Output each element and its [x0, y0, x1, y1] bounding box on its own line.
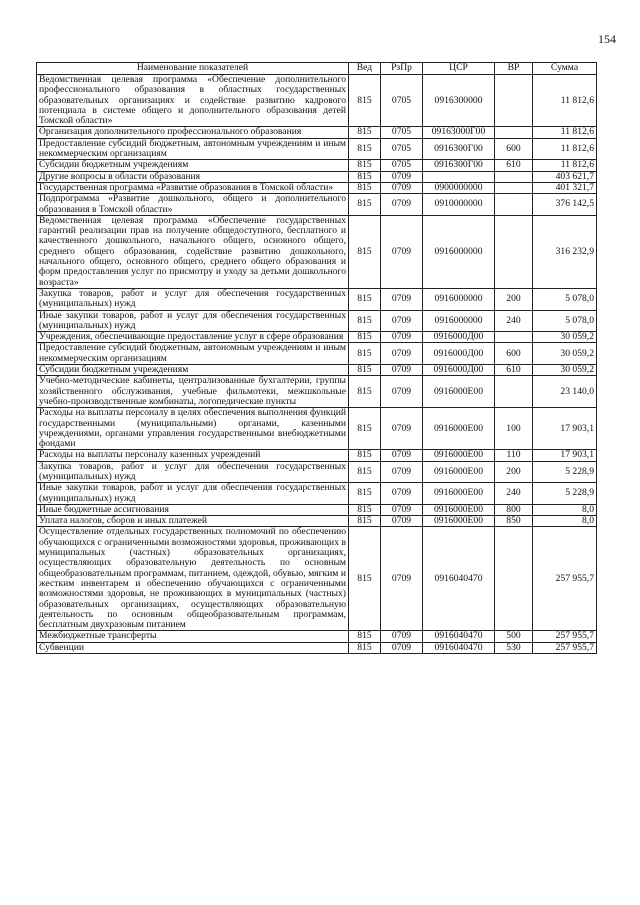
cell-ved: 815 — [349, 75, 381, 127]
cell-ved: 815 — [349, 504, 381, 515]
cell-vr — [495, 527, 533, 631]
cell-ved: 815 — [349, 127, 381, 138]
cell-sum: 5 228,9 — [533, 461, 597, 483]
table-row — [37, 215, 597, 288]
cell-ved: 815 — [349, 332, 381, 343]
cell-csr: 0916000Е00 — [423, 461, 495, 483]
table-row — [37, 138, 597, 160]
cell-csr: 0916000000 — [423, 310, 495, 332]
cell-sum: 11 812,6 — [533, 160, 597, 171]
cell-vr: 100 — [495, 408, 533, 450]
cell-ved: 815 — [349, 450, 381, 461]
table-row — [37, 182, 597, 193]
cell-rzpr: 0709 — [381, 516, 423, 527]
cell-csr: 09163000Г00 — [423, 127, 495, 138]
cell-vr: 600 — [495, 138, 533, 160]
cell-name: Закупка товаров, работ и услуг для обеспечения государственных (муниципальных) нужд — [37, 461, 349, 483]
cell-name: Организация дополнительного профессионального образования — [37, 127, 349, 138]
cell-csr: 0916000Е00 — [423, 504, 495, 515]
cell-ved: 815 — [349, 171, 381, 182]
cell-vr: 850 — [495, 516, 533, 527]
table-row — [37, 450, 597, 461]
cell-csr: 0916000Е00 — [423, 450, 495, 461]
cell-ved: 815 — [349, 160, 381, 171]
cell-csr: 0916000Е00 — [423, 516, 495, 527]
cell-sum: 316 232,9 — [533, 215, 597, 288]
cell-rzpr: 0709 — [381, 527, 423, 631]
cell-name: Субсидии бюджетным учреждениям — [37, 365, 349, 376]
table-row — [37, 75, 597, 127]
cell-vr — [495, 215, 533, 288]
cell-csr: 0916000Д00 — [423, 343, 495, 365]
header-csr: ЦСР — [423, 63, 495, 75]
cell-ved: 815 — [349, 527, 381, 631]
budget-table — [36, 62, 597, 654]
cell-ved: 815 — [349, 408, 381, 450]
cell-name: Межбюджетные трансферты — [37, 631, 349, 642]
header-ved: Вед — [349, 63, 381, 75]
table-row — [37, 631, 597, 642]
cell-sum: 5 228,9 — [533, 483, 597, 505]
cell-name: Иные бюджетные ассигнования — [37, 504, 349, 515]
cell-csr: 0916300000 — [423, 75, 495, 127]
table-row — [37, 461, 597, 483]
cell-csr — [423, 171, 495, 182]
cell-rzpr: 0709 — [381, 194, 423, 216]
cell-csr: 0910000000 — [423, 194, 495, 216]
cell-sum: 5 078,0 — [533, 288, 597, 310]
cell-rzpr: 0709 — [381, 365, 423, 376]
cell-rzpr: 0709 — [381, 288, 423, 310]
cell-csr: 0916040470 — [423, 642, 495, 653]
table-row — [37, 365, 597, 376]
table-row — [37, 288, 597, 310]
cell-ved: 815 — [349, 365, 381, 376]
cell-sum: 30 059,2 — [533, 365, 597, 376]
cell-csr: 0916000000 — [423, 288, 495, 310]
cell-sum: 257 955,7 — [533, 527, 597, 631]
cell-name: Расходы на выплаты персоналу казенных учреждений — [37, 450, 349, 461]
cell-vr: 610 — [495, 365, 533, 376]
cell-name: Предоставление субсидий бюджетным, автономным учреждениям и иным некоммерческим организациям — [37, 343, 349, 365]
cell-rzpr: 0705 — [381, 127, 423, 138]
cell-name: Учебно-методические кабинеты, централизованные бухгалтерии, группы хозяйственного обслуживания, учебные фильмотеки, межшкольные учебно-производственные комбинаты, логопедические пункты — [37, 376, 349, 408]
cell-name: Ведомственная целевая программа «Обеспечение государственных гарантий реализации прав на получение общедоступного, бесплатного и качественного дошкольного, начального общего, основного общего, среднего общего образования, содействие развитию дошкольного, начального общего, основного общего, среднего общего образования и форм предоставления услуг по присмотру и уходу за детьми дошкольного возраста» — [37, 215, 349, 288]
header-sum: Сумма — [533, 63, 597, 75]
cell-rzpr: 0709 — [381, 376, 423, 408]
table-row — [37, 527, 597, 631]
cell-vr: 110 — [495, 450, 533, 461]
cell-rzpr: 0709 — [381, 631, 423, 642]
table-row — [37, 171, 597, 182]
cell-rzpr: 0705 — [381, 75, 423, 127]
cell-ved: 815 — [349, 461, 381, 483]
table-row — [37, 194, 597, 216]
cell-rzpr: 0709 — [381, 171, 423, 182]
cell-rzpr: 0709 — [381, 483, 423, 505]
cell-ved: 815 — [349, 138, 381, 160]
cell-name: Расходы на выплаты персоналу в целях обеспечения выполнения функций государственными (муниципальными) органами, казенными учреждениями, органами управления государственными внебюджетными фондами — [37, 408, 349, 450]
table-row — [37, 376, 597, 408]
cell-sum: 23 140,0 — [533, 376, 597, 408]
cell-vr: 610 — [495, 160, 533, 171]
table-row — [37, 343, 597, 365]
cell-rzpr: 0709 — [381, 461, 423, 483]
cell-ved: 815 — [349, 343, 381, 365]
cell-ved: 815 — [349, 194, 381, 216]
cell-rzpr: 0709 — [381, 408, 423, 450]
cell-ved: 815 — [349, 376, 381, 408]
table-row — [37, 332, 597, 343]
cell-vr: 500 — [495, 631, 533, 642]
cell-vr — [495, 127, 533, 138]
cell-sum: 5 078,0 — [533, 310, 597, 332]
cell-csr: 0900000000 — [423, 182, 495, 193]
table-header-row — [37, 63, 597, 75]
cell-sum: 403 621,7 — [533, 171, 597, 182]
table-row — [37, 516, 597, 527]
cell-csr: 0916000000 — [423, 215, 495, 288]
cell-sum: 11 812,6 — [533, 138, 597, 160]
cell-csr: 0916000Д00 — [423, 365, 495, 376]
table-row — [37, 642, 597, 653]
cell-csr: 0916040470 — [423, 631, 495, 642]
cell-csr: 0916300Г00 — [423, 138, 495, 160]
cell-vr — [495, 332, 533, 343]
cell-sum: 401 321,7 — [533, 182, 597, 193]
table-row — [37, 160, 597, 171]
table-row — [37, 310, 597, 332]
cell-ved: 815 — [349, 182, 381, 193]
cell-rzpr: 0709 — [381, 310, 423, 332]
cell-vr: 800 — [495, 504, 533, 515]
cell-sum: 376 142,5 — [533, 194, 597, 216]
cell-rzpr: 0709 — [381, 343, 423, 365]
cell-name: Субсидии бюджетным учреждениям — [37, 160, 349, 171]
cell-sum: 257 955,7 — [533, 642, 597, 653]
cell-name: Предоставление субсидий бюджетным, автономным учреждениям и иным некоммерческим организациям — [37, 138, 349, 160]
cell-name: Осуществление отдельных государственных полномочий по обеспечению обучающихся с ограниченными возможностями здоровья, проживающих в муниципальных (частных) образовательных организациях, осуществляющих образовательную деятельность по основным общеобразовательным программам, питанием, одеждой, обувью, мягким и жестким инвентарем и обеспечению обучающихся с ограниченными возможностями здоровья, не проживающих в муниципальных (частных) образовательных организациях, осуществляющих образовательную деятельность по основным общеобразовательным программам, бесплатным двухразовым питанием — [37, 527, 349, 631]
cell-vr: 240 — [495, 483, 533, 505]
cell-rzpr: 0709 — [381, 642, 423, 653]
cell-vr — [495, 75, 533, 127]
cell-name: Учреждения, обеспечивающие предоставление услуг в сфере образования — [37, 332, 349, 343]
header-rzpr: РзПр — [381, 63, 423, 75]
header-vr: ВР — [495, 63, 533, 75]
cell-name: Иные закупки товаров, работ и услуг для обеспечения государственных (муниципальных) нужд — [37, 483, 349, 505]
cell-rzpr: 0705 — [381, 160, 423, 171]
cell-name: Закупка товаров, работ и услуг для обеспечения государственных (муниципальных) нужд — [37, 288, 349, 310]
header-name: Наименование показателей — [37, 63, 349, 75]
cell-sum: 17 903,1 — [533, 408, 597, 450]
cell-rzpr: 0709 — [381, 504, 423, 515]
cell-vr — [495, 182, 533, 193]
cell-ved: 815 — [349, 310, 381, 332]
cell-ved: 815 — [349, 516, 381, 527]
cell-vr: 200 — [495, 288, 533, 310]
cell-ved: 815 — [349, 631, 381, 642]
cell-vr: 240 — [495, 310, 533, 332]
cell-vr — [495, 194, 533, 216]
cell-sum: 8,0 — [533, 504, 597, 515]
cell-rzpr: 0709 — [381, 182, 423, 193]
cell-rzpr: 0705 — [381, 138, 423, 160]
cell-ved: 815 — [349, 215, 381, 288]
table-row — [37, 504, 597, 515]
table-row — [37, 127, 597, 138]
cell-name: Субвенции — [37, 642, 349, 653]
cell-sum: 8,0 — [533, 516, 597, 527]
cell-name: Государственная программа «Развитие образования в Томской области» — [37, 182, 349, 193]
cell-sum: 30 059,2 — [533, 343, 597, 365]
cell-vr — [495, 376, 533, 408]
cell-csr: 0916000Е00 — [423, 408, 495, 450]
cell-sum: 30 059,2 — [533, 332, 597, 343]
cell-sum: 11 812,6 — [533, 75, 597, 127]
cell-vr — [495, 171, 533, 182]
cell-rzpr: 0709 — [381, 215, 423, 288]
cell-ved: 815 — [349, 642, 381, 653]
cell-csr: 0916300Г00 — [423, 160, 495, 171]
table-row — [37, 408, 597, 450]
cell-sum: 257 955,7 — [533, 631, 597, 642]
cell-rzpr: 0709 — [381, 450, 423, 461]
cell-name: Уплата налогов, сборов и иных платежей — [37, 516, 349, 527]
cell-rzpr: 0709 — [381, 332, 423, 343]
cell-vr: 200 — [495, 461, 533, 483]
cell-name: Ведомственная целевая программа «Обеспечение дополнительного профессионального образования в областных государственных образовательных организациях и содействие развитию кадрового потенциала в системе общего и дополнительного образования детей Томской области» — [37, 75, 349, 127]
cell-ved: 815 — [349, 288, 381, 310]
cell-vr: 530 — [495, 642, 533, 653]
cell-sum: 11 812,6 — [533, 127, 597, 138]
cell-csr: 0916000Е00 — [423, 483, 495, 505]
cell-ved: 815 — [349, 483, 381, 505]
cell-csr: 0916000Е00 — [423, 376, 495, 408]
cell-name: Подпрограмма «Развитие дошкольного, общего и дополнительного образования в Томской области» — [37, 194, 349, 216]
cell-name: Иные закупки товаров, работ и услуг для обеспечения государственных (муниципальных) нужд — [37, 310, 349, 332]
page-number: 154 — [598, 32, 616, 46]
cell-sum: 17 903,1 — [533, 450, 597, 461]
cell-csr: 0916000Д00 — [423, 332, 495, 343]
cell-name: Другие вопросы в области образования — [37, 171, 349, 182]
table-row — [37, 483, 597, 505]
cell-csr: 0916040470 — [423, 527, 495, 631]
cell-vr: 600 — [495, 343, 533, 365]
